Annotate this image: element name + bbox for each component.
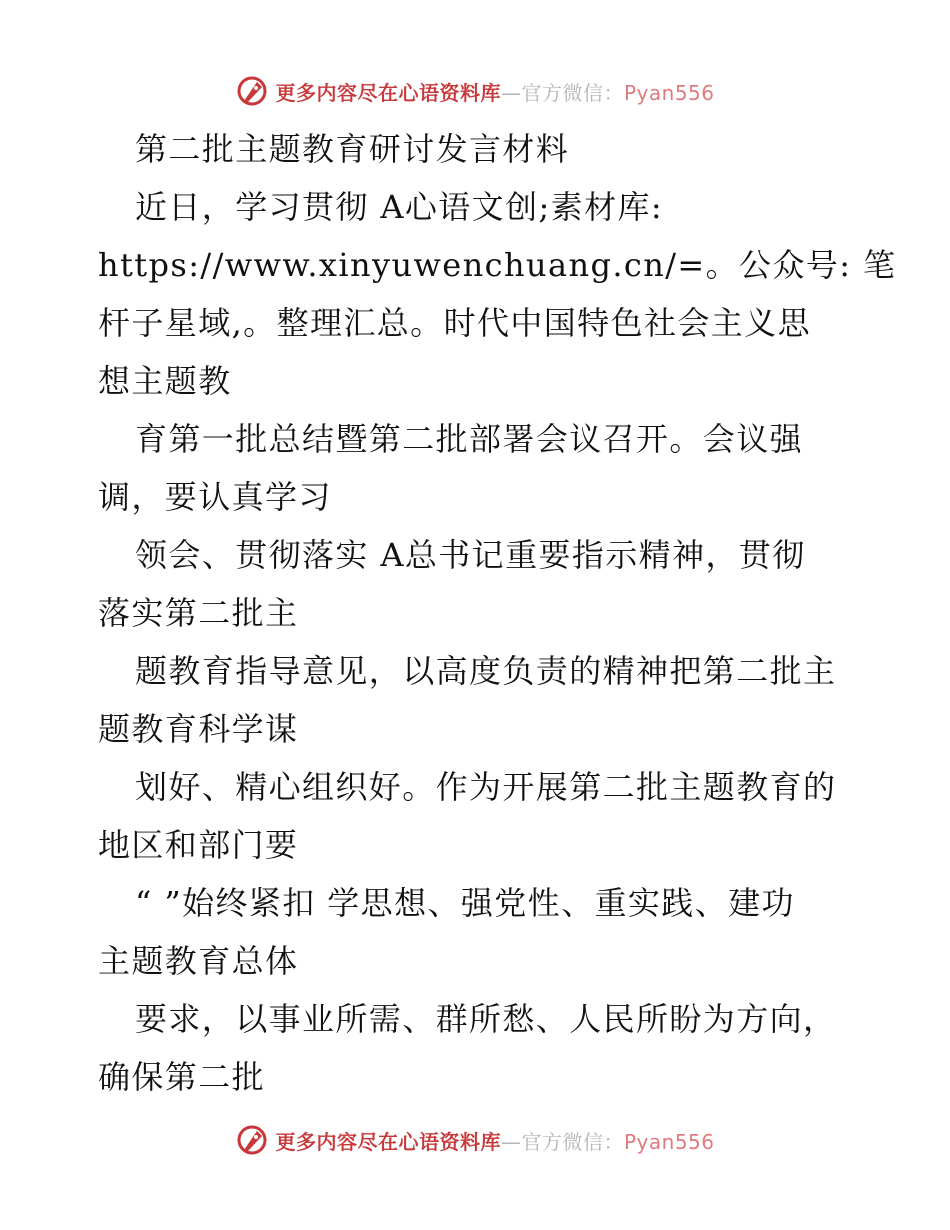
- paragraph-line: 划好、精心组织好。作为开展第二批主题教育的: [135, 768, 837, 806]
- watermark-main: 更多内容尽在心语资料库: [275, 1129, 501, 1154]
- paragraph-line: 调，要认真学习: [98, 478, 332, 516]
- paragraph-line: 地区和部门要: [98, 826, 299, 864]
- watermark-header: [0, 71, 950, 111]
- paragraph-line: 题教育指导意见，以高度负责的精神把第二批主: [135, 652, 837, 690]
- watermark-wechat: Pyan556: [623, 1129, 715, 1154]
- watermark-text: [275, 1126, 714, 1155]
- paragraph-line: 确保第二批: [98, 1058, 266, 1096]
- document-title: 第二批主题教育研讨发言材料: [135, 130, 570, 168]
- watermark-dash: —: [500, 1129, 522, 1154]
- watermark-header-content: [235, 74, 714, 108]
- watermark-main: 更多内容尽在心语资料库: [275, 80, 501, 105]
- paragraph-line: 主题教育总体: [98, 942, 299, 980]
- document-body: [98, 120, 897, 1106]
- pen-nib-circle-icon: [235, 1123, 269, 1157]
- paragraph-line: 杆子星域,。整理汇总。时代中国特色社会主义思: [98, 304, 811, 342]
- paragraph-line: 近日，学习贯彻 A心语文创;素材库:: [135, 188, 664, 226]
- watermark-text: [275, 77, 714, 106]
- watermark-footer: [0, 1120, 950, 1160]
- watermark-wechat: Pyan556: [623, 80, 715, 105]
- watermark-official: 官方微信：: [521, 80, 624, 105]
- paragraph-line: https://www.xinyuwenchuang.cn/=。公众号: 笔: [98, 246, 897, 284]
- paragraph-line: “ ”始终紧扣 学思想、强党性、重实践、建功: [135, 884, 795, 922]
- paragraph-line: 育第一批总结暨第二批部署会议召开。会议强: [135, 420, 804, 458]
- pen-nib-circle-icon: [235, 74, 269, 108]
- paragraph-line: 领会、贯彻落实 A总书记重要指示精神，贯彻: [135, 536, 806, 574]
- watermark-footer-content: [235, 1123, 714, 1157]
- paragraph-line: 要求，以事业所需、群所愁、人民所盼为方向，: [135, 1000, 837, 1038]
- paragraph-line: 题教育科学谋: [98, 710, 299, 748]
- paragraph-line: 落实第二批主: [98, 594, 299, 632]
- paragraph-line: 想主题教: [98, 362, 232, 400]
- watermark-dash: —: [500, 80, 522, 105]
- watermark-official: 官方微信：: [521, 1129, 624, 1154]
